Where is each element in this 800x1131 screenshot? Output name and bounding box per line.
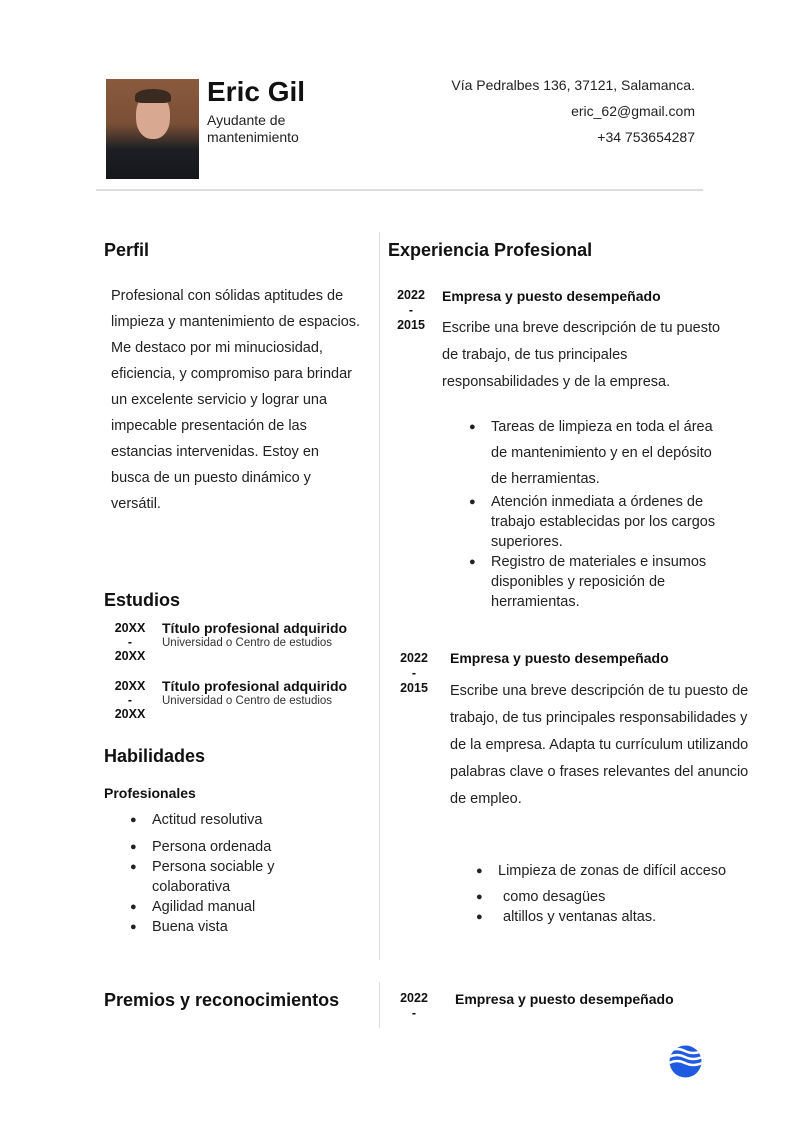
exp-date: 2022 - 2015 — [400, 651, 428, 695]
exp-bullet: ● Atención inmediata a órdenes de trabajo establecidas por los cargos superiores. — [491, 492, 726, 552]
exp-bullet: ● altillos y ventanas altas. — [498, 907, 768, 927]
edu-degree: Título profesional adquirido — [162, 620, 348, 636]
exp-desc: Escribe una breve descripción de tu puesto de trabajo, de tus principales responsabilidades y de la empresa. — [442, 320, 721, 390]
skills-subtitle: Profesionales — [104, 785, 196, 801]
column-divider — [379, 232, 380, 960]
candidate-name: Eric Gil — [207, 76, 306, 107]
candidate-role: Ayudante de mantenimiento — [207, 112, 299, 145]
exp-title: Empresa y puesto desempeñado — [442, 288, 661, 304]
skill-item: ● Persona ordenada — [152, 837, 312, 857]
skill-item: ● Actitud resolutiva — [152, 810, 312, 830]
exp-date: 2022 - 2015 — [397, 288, 425, 332]
education-heading: Estudios — [104, 590, 181, 610]
exp-date: 2022 - — [400, 991, 428, 1020]
skills-heading: Habilidades — [104, 746, 206, 766]
address: Vía Pedralbes 136, 37121, Salamanca. — [451, 77, 695, 93]
exp-bullet: ● Limpieza de zonas de difícil acceso — [498, 861, 768, 881]
skill-item: ● Agilidad manual — [152, 897, 312, 917]
brand-logo-icon — [669, 1045, 702, 1078]
email: eric_62@gmail.com — [571, 103, 695, 119]
exp-desc: Escribe una breve descripción de tu puesto de trabajo, de tus principales responsabilidades y de la empresa. Adapta tu currículum utilizando palabras clave o frases relevantes del anuncio de empleo. — [450, 683, 749, 807]
edu-date: 20XX - 20XX — [114, 621, 146, 663]
exp-title: Empresa y puesto desempeñado — [455, 991, 674, 1007]
edu-degree: Título profesional adquirido — [162, 678, 348, 694]
exp-bullets — [491, 414, 726, 612]
column-divider — [379, 982, 380, 1028]
awards-heading: Premios y reconocimientos — [104, 990, 340, 1010]
exp-bullet: ● Tareas de limpieza en toda el área de mantenimiento y en el depósito de herramientas. — [491, 414, 726, 492]
phone: +34 753654287 — [597, 129, 695, 145]
skill-item: ● Buena vista — [152, 917, 312, 937]
profile-photo — [106, 79, 199, 179]
edu-school: Universidad o Centro de estudios — [162, 695, 333, 707]
experience-heading: Experiencia Profesional — [388, 240, 593, 260]
skill-item: ● Persona sociable y colaborativa — [152, 857, 312, 897]
header-divider — [96, 189, 703, 191]
exp-bullets — [498, 861, 768, 927]
exp-bullet: ● Registro de materiales e insumos disponibles y reposición de herramientas. — [491, 552, 726, 612]
profile-text: Profesional con sólidas aptitudes de limpieza y mantenimiento de espacios. Me destaco por mi minuciosidad, eficiencia, y compromiso para brindar un excelente servicio y lograr una impecable presentación de las estancias intervenidas. Estoy en busca de un puesto dinámico y versátil. — [111, 288, 361, 512]
exp-bullet: ● como desagües — [498, 887, 768, 907]
edu-school: Universidad o Centro de estudios — [162, 637, 333, 649]
exp-title: Empresa y puesto desempeñado — [450, 650, 669, 666]
edu-date: 20XX - 20XX — [114, 679, 146, 721]
skills-list — [152, 810, 312, 937]
profile-heading: Perfil — [104, 240, 150, 260]
